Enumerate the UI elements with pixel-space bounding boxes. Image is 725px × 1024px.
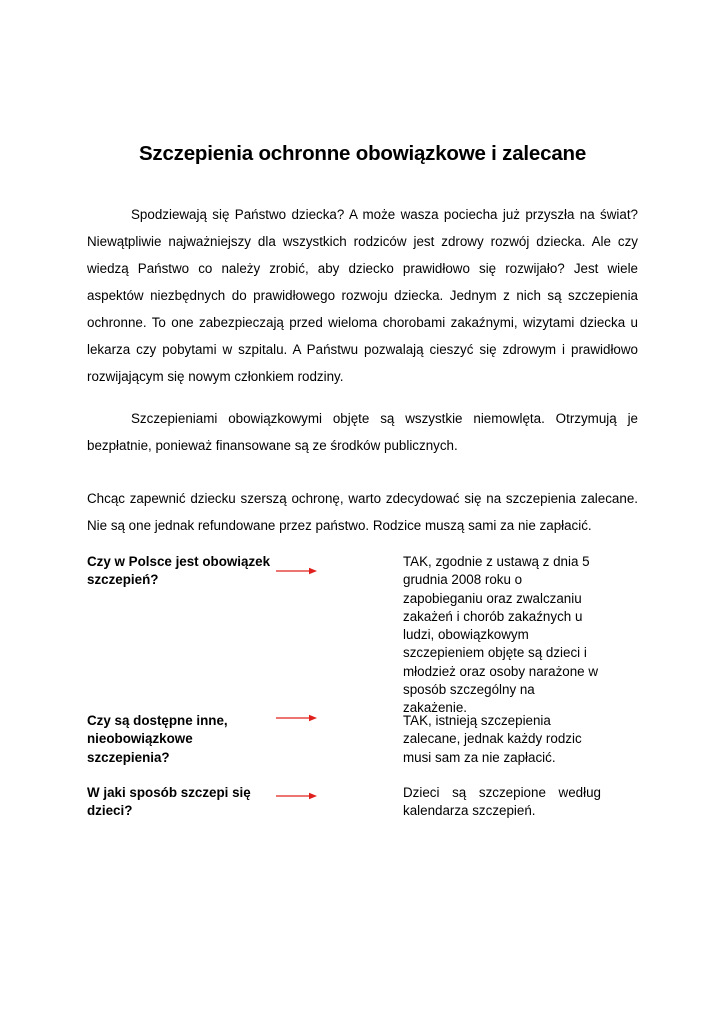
page-title: Szczepienia ochronne obowiązkowe i zalecane bbox=[138, 142, 587, 165]
paragraph-recommended: Chcąc zapewnić dziecku szerszą ochronę, warto zdecydować się na szczepienia zalecane. Nie są one jednak refundowane przez państwo. Rodzice muszą sami za nie zapłacić. bbox=[87, 491, 638, 533]
qa-question: W jaki sposób szczepi się dzieci? bbox=[87, 785, 251, 819]
qa-answer: TAK, zgodnie z ustawą z dnia 5 grudnia 2008 roku o zapobieganiu oraz zwalczaniu zakażeń i chorób zakaźnych u ludzi, obowiązkowym szczepieniem objęte są dzieci i młodzież oraz osoby narażone w sposób szczególny na zakażenie. bbox=[403, 554, 599, 716]
right-arrow-icon bbox=[276, 713, 318, 723]
qa-answer: Dzieci są szczepione według kalendarza szczepień. bbox=[403, 785, 601, 819]
qa-answer: TAK, istnieją szczepienia zalecane, jednak każdy rodzic musi sam za nie zapłacić. bbox=[403, 713, 582, 765]
right-arrow-icon bbox=[276, 566, 318, 576]
qa-question: Czy w Polsce jest obowiązek szczepień? bbox=[87, 554, 271, 588]
paragraph-intro: Spodziewają się Państwo dziecka? A może wasza pociecha już przyszła na świat? Niewątpliwie najważniejszy dla wszystkich rodziców jest zdrowy rozwój dziecka. Ale czy wiedzą Państwo co należy zrobić, aby dziecko prawidłowo się rozwijało? Jest wiele aspektów niezbędnych do prawidłowego rozwoju dziecka. Jednym z nich są szczepienia ochronne. To one zabezpieczają przed wieloma chorobami zakaźnymi, wizytami dziecka u lekarza czy pobytami w szpitalu. A Państwu pozwalają cieszyć się zdrowym i prawidłowo rozwijającym się nowym członkiem rodziny. bbox=[87, 207, 638, 384]
right-arrow-icon bbox=[276, 791, 318, 801]
paragraph-mandatory: Szczepieniami obowiązkowymi objęte są wszystkie niemowlęta. Otrzymują je bezpłatnie, ponieważ finansowane są ze środków publicznych. bbox=[87, 411, 638, 453]
qa-question: Czy są dostępne inne, nieobowiązkowe szczepienia? bbox=[87, 713, 228, 765]
